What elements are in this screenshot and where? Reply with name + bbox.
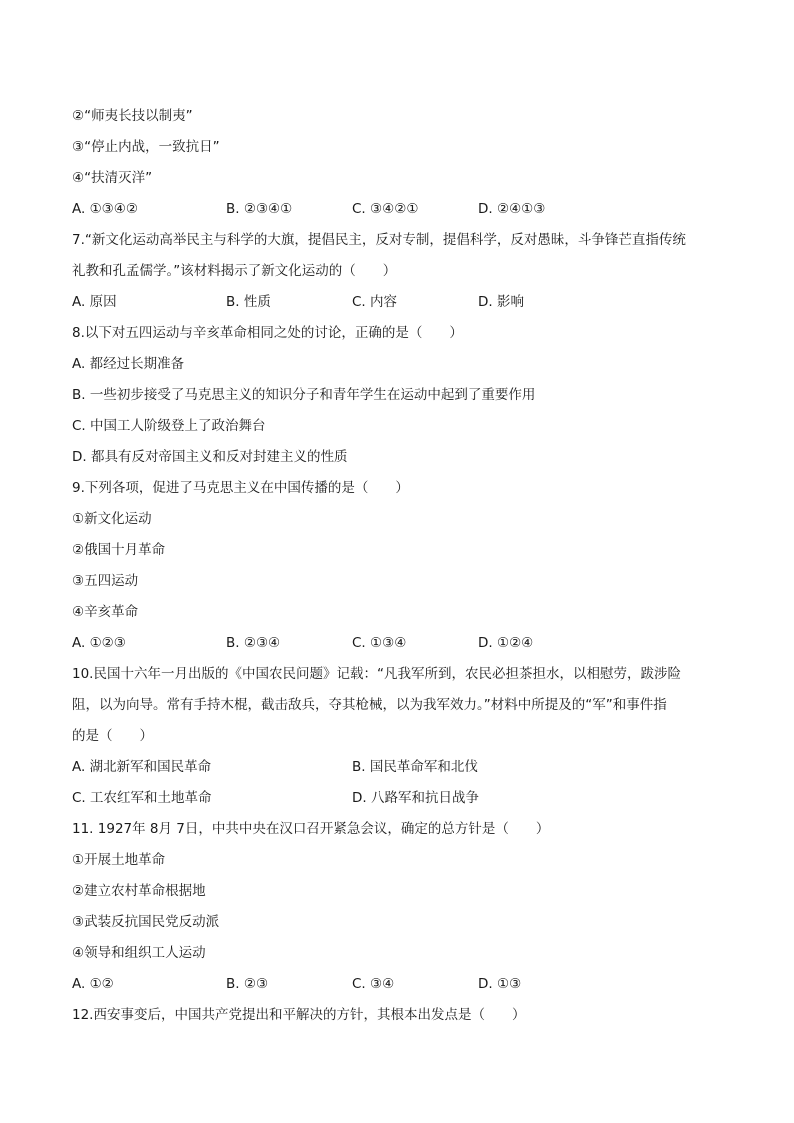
q7-option-b: B. 性质 <box>226 294 271 310</box>
q7-option-d: D. 影响 <box>478 294 524 310</box>
q11-item-3: ③武装反抗国民党反动派 <box>72 914 220 930</box>
exam-content <box>72 101 722 1031</box>
q6-item-3: ③“停止内战，一致抗日” <box>72 139 220 155</box>
q8-option-d: D. 都具有反对帝国主义和反对封建主义的性质 <box>72 449 348 465</box>
q9-option-c: C. ①③④ <box>352 635 407 651</box>
q11-item-2: ②建立农村革命根据地 <box>72 883 206 899</box>
q6-option-c: C. ③④②① <box>352 201 419 217</box>
q11-option-c: C. ③④ <box>352 976 395 992</box>
q9-item-3: ③五四运动 <box>72 573 139 589</box>
q11-stem: 11. 1927年 8月 7日，中共中央在汉口召开紧急会议，确定的总方针是（ ） <box>72 821 550 837</box>
q6-item-4: ④“扶清灭洋” <box>72 170 153 186</box>
q10-option-d: D. 八路军和抗日战争 <box>352 790 479 806</box>
q10-stem-line-3: 的是（ ） <box>72 728 153 744</box>
q11-item-4: ④领导和组织工人运动 <box>72 945 206 961</box>
q9-item-4: ④辛亥革命 <box>72 604 139 620</box>
q7-stem-line-1: 7.“新文化运动高举民主与科学的大旗，提倡民主，反对专制，提倡科学，反对愚昧，斗争锋芒直指传统 <box>72 232 686 248</box>
q12-stem: 12.西安事变后，中国共产党提出和平解决的方针，其根本出发点是（ ） <box>72 1007 526 1023</box>
q9-item-1: ①新文化运动 <box>72 511 152 527</box>
q8-stem: 8.以下对五四运动与辛亥革命相同之处的讨论，正确的是（ ） <box>72 325 463 341</box>
q10-options-row-2 <box>72 783 722 814</box>
q10-stem-line-1: 10.民国十六年一月出版的《中国农民问题》记载：“凡我军所到，农民必担茶担水，以相慰劳，跋涉险 <box>72 666 681 682</box>
q6-option-a: A. ①③④② <box>72 201 138 217</box>
q9-option-b: B. ②③④ <box>226 635 281 651</box>
q6-item-2: ②“师夷长技以制夷” <box>72 108 193 124</box>
q7-option-a: A. 原因 <box>72 294 117 310</box>
q9-stem: 9.下列各项，促进了马克思主义在中国传播的是（ ） <box>72 480 409 496</box>
q8-option-a: A. 都经过长期准备 <box>72 356 185 372</box>
q11-option-d: D. ①③ <box>478 976 522 992</box>
q10-stem-line-2: 阻，以为向导。常有手持木棍，截击敌兵，夺其枪械，以为我军效力。”材料中所提及的“军”和事件指 <box>72 697 667 713</box>
q9-options <box>72 628 722 659</box>
q9-item-2: ②俄国十月革命 <box>72 542 166 558</box>
q11-options <box>72 969 722 1000</box>
q10-option-b: B. 国民革命军和北伐 <box>352 759 478 775</box>
q10-option-c: C. 工农红军和土地革命 <box>72 790 212 806</box>
q11-option-b: B. ②③ <box>226 976 269 992</box>
q9-option-d: D. ①②④ <box>478 635 534 651</box>
q7-stem-line-2: 礼教和孔孟儒学。”该材料揭示了新文化运动的（ ） <box>72 263 397 279</box>
q8-option-b: B. 一些初步接受了马克思主义的知识分子和青年学生在运动中起到了重要作用 <box>72 387 536 403</box>
q7-option-c: C. 内容 <box>352 294 398 310</box>
q8-option-c: C. 中国工人阶级登上了政治舞台 <box>72 418 266 434</box>
q10-option-a: A. 湖北新军和国民革命 <box>72 759 212 775</box>
q6-option-d: D. ②④①③ <box>478 201 546 217</box>
q10-options-row-1 <box>72 752 722 783</box>
q11-item-1: ①开展土地革命 <box>72 852 166 868</box>
q7-options <box>72 287 722 318</box>
q6-option-b: B. ②③④① <box>226 201 293 217</box>
q11-option-a: A. ①② <box>72 976 114 992</box>
q6-options <box>72 194 722 225</box>
q9-option-a: A. ①②③ <box>72 635 126 651</box>
